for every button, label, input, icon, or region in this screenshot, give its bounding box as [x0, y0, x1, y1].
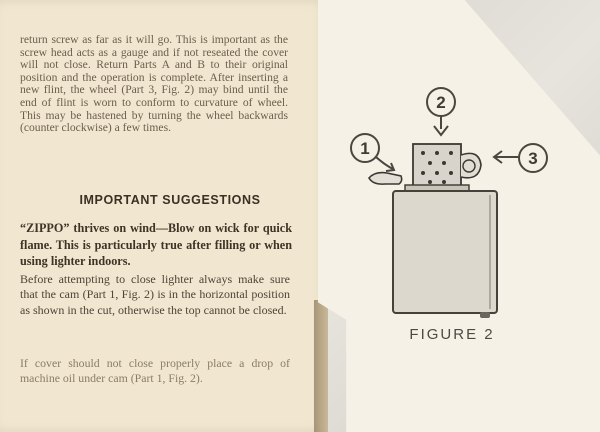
page-fold-shadow	[314, 300, 328, 432]
paragraph-flint-instructions: return screw as far as it will go. This is important as the screw head acts as a gauge and if not reseated the cover will not close. Return Parts A and B to their original position and the operation is complete. After inserting a new flint, the wheel (Part 3, Fig. 2) may bind until the end of flint is worn to conform to curvature of wheel. This may be hastened by turning the wheel backwards (counter clockwise) a few times.	[20, 33, 288, 135]
paragraph-machine-oil: If cover should not close properly place a drop of machine oil under cam (Part 1, Fig. 2).	[20, 356, 290, 385]
callout-2-label: 2	[436, 93, 446, 112]
callout-1	[351, 134, 394, 171]
chimney-icon	[413, 144, 461, 188]
flint-wheel-icon	[461, 153, 481, 177]
callout-3-label: 3	[528, 149, 538, 168]
section-heading: IMPORTANT SUGGESTIONS	[79, 193, 261, 207]
callout-2	[427, 88, 455, 135]
lighter-case-icon	[393, 191, 497, 318]
cam-icon	[369, 173, 402, 185]
figure-caption: FIGURE 2	[409, 326, 495, 343]
paragraph-wind-tip: “ZIPPO” thrives on wind—Blow on wick for quick flame. This is particularly true after filling or when using lighter indoors.	[20, 221, 292, 268]
paragraph-cam-position: Before attempting to close lighter always make sure that the cam (Part 1, Fig. 2) is in the horizontal position as shown in the cut, otherwise the top cannot be closed.	[20, 272, 290, 317]
callout-3	[494, 144, 547, 172]
callout-1-label: 1	[360, 139, 370, 158]
lighter-diagram	[345, 85, 555, 325]
